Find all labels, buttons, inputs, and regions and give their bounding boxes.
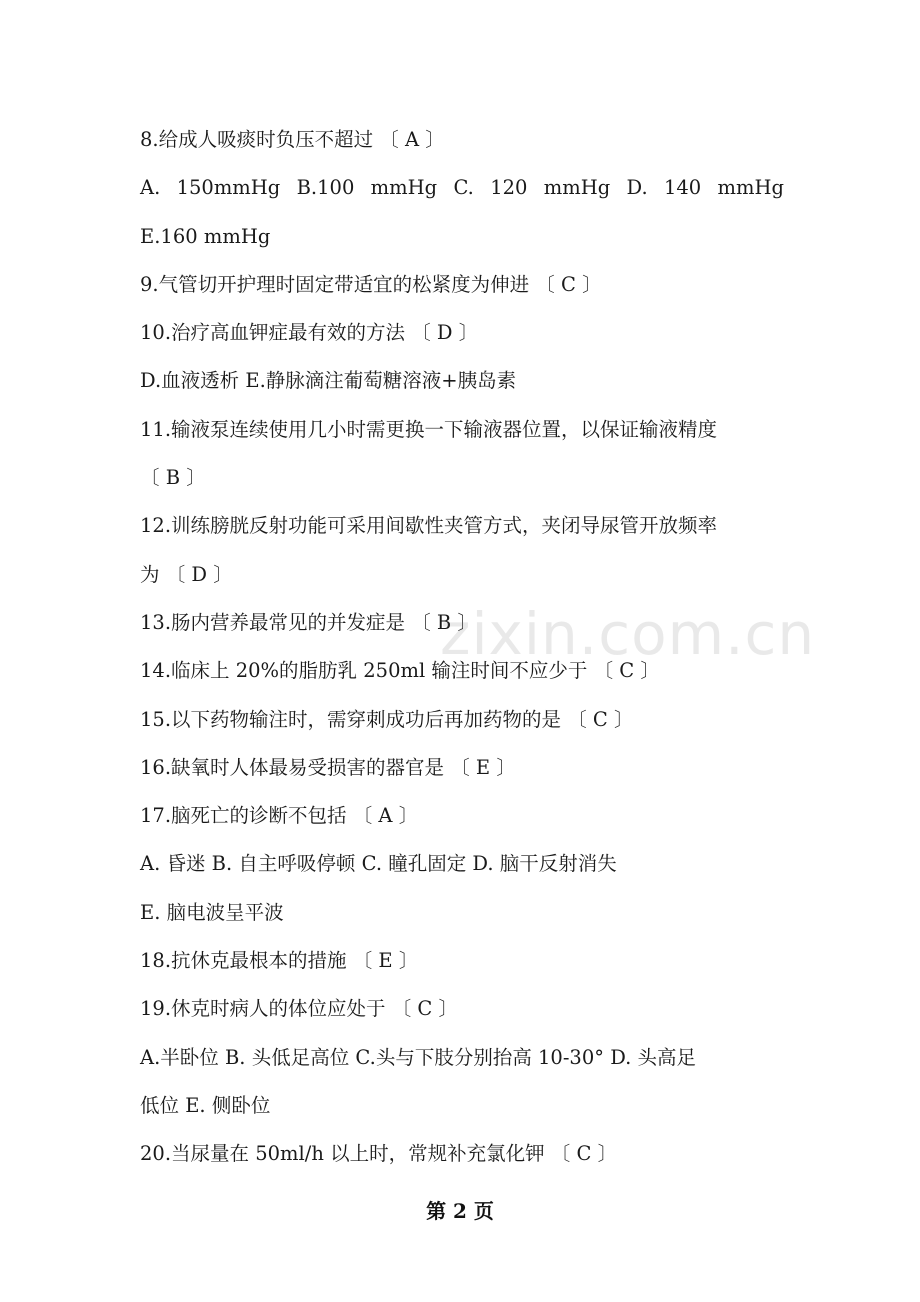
question-11-stem-line-1: 11.输液泵连续使用几小时需更换一下输液器位置，以保证输液精度 bbox=[140, 417, 718, 441]
question-16-stem: 16.缺氧时人体最易受损害的器官是 〔 E 〕 bbox=[140, 755, 516, 779]
question-8-options-line-1: A. 150mmHg B.100 mmHg C. 120 mmHg D. 140 mmHg bbox=[140, 176, 784, 200]
question-18-stem: 18.抗休克最根本的措施 〔 E 〕 bbox=[140, 949, 419, 973]
page-number-footer: 第 2 页 bbox=[426, 1199, 494, 1223]
question-10-stem: 10.治疗高血钾症最有效的方法 〔 D 〕 bbox=[140, 321, 479, 345]
question-12-stem-line-1: 12.训练膀胱反射功能可采用间歇性夹管方式，夹闭导尿管开放频率 bbox=[140, 514, 718, 538]
question-11-stem-line-2: 〔 B 〕 bbox=[140, 466, 206, 490]
question-13-stem: 13.肠内营养最常见的并发症是 〔 B 〕 bbox=[140, 610, 477, 634]
question-8-options-line-2: E.160 mmHg bbox=[140, 224, 271, 248]
question-19-options-line-1: A.半卧位 B. 头低足高位 C.头与下肢分别抬高 10-30° D. 头高足 bbox=[140, 1045, 697, 1069]
question-17-options-line-1: A. 昏迷 B. 自主呼吸停顿 C. 瞳孔固定 D. 脑干反射消失 bbox=[140, 852, 617, 876]
question-20-stem: 20.当尿量在 50ml/h 以上时，常规补充氯化钾 〔 C 〕 bbox=[140, 1142, 618, 1166]
question-9-stem: 9.气管切开护理时固定带适宜的松紧度为伸进 〔 C 〕 bbox=[140, 272, 602, 296]
watermark: zixin.com.cn bbox=[440, 600, 816, 668]
question-text-block bbox=[140, 116, 784, 1179]
question-19-stem: 19.休克时病人的体位应处于 〔 C 〕 bbox=[140, 997, 459, 1021]
question-10-options: D.血液透析 E.静脉滴注葡萄糖溶液+胰岛素 bbox=[140, 369, 517, 393]
question-12-stem-line-2: 为 〔 D 〕 bbox=[140, 562, 233, 586]
question-14-stem: 14.临床上 20%的脂肪乳 250ml 输注时间不应少于 〔 C 〕 bbox=[140, 659, 660, 683]
question-19-options-line-2: 低位 E. 侧卧位 bbox=[140, 1093, 271, 1117]
question-17-stem: 17.脑死亡的诊断不包括 〔 A 〕 bbox=[140, 804, 419, 828]
question-8-stem: 8.给成人吸痰时负压不超过 〔 A 〕 bbox=[140, 128, 445, 151]
question-17-options-line-2: E. 脑电波呈平波 bbox=[140, 900, 284, 924]
question-15-stem: 15.以下药物输注时，需穿刺成功后再加药物的是 〔 C 〕 bbox=[140, 707, 634, 731]
